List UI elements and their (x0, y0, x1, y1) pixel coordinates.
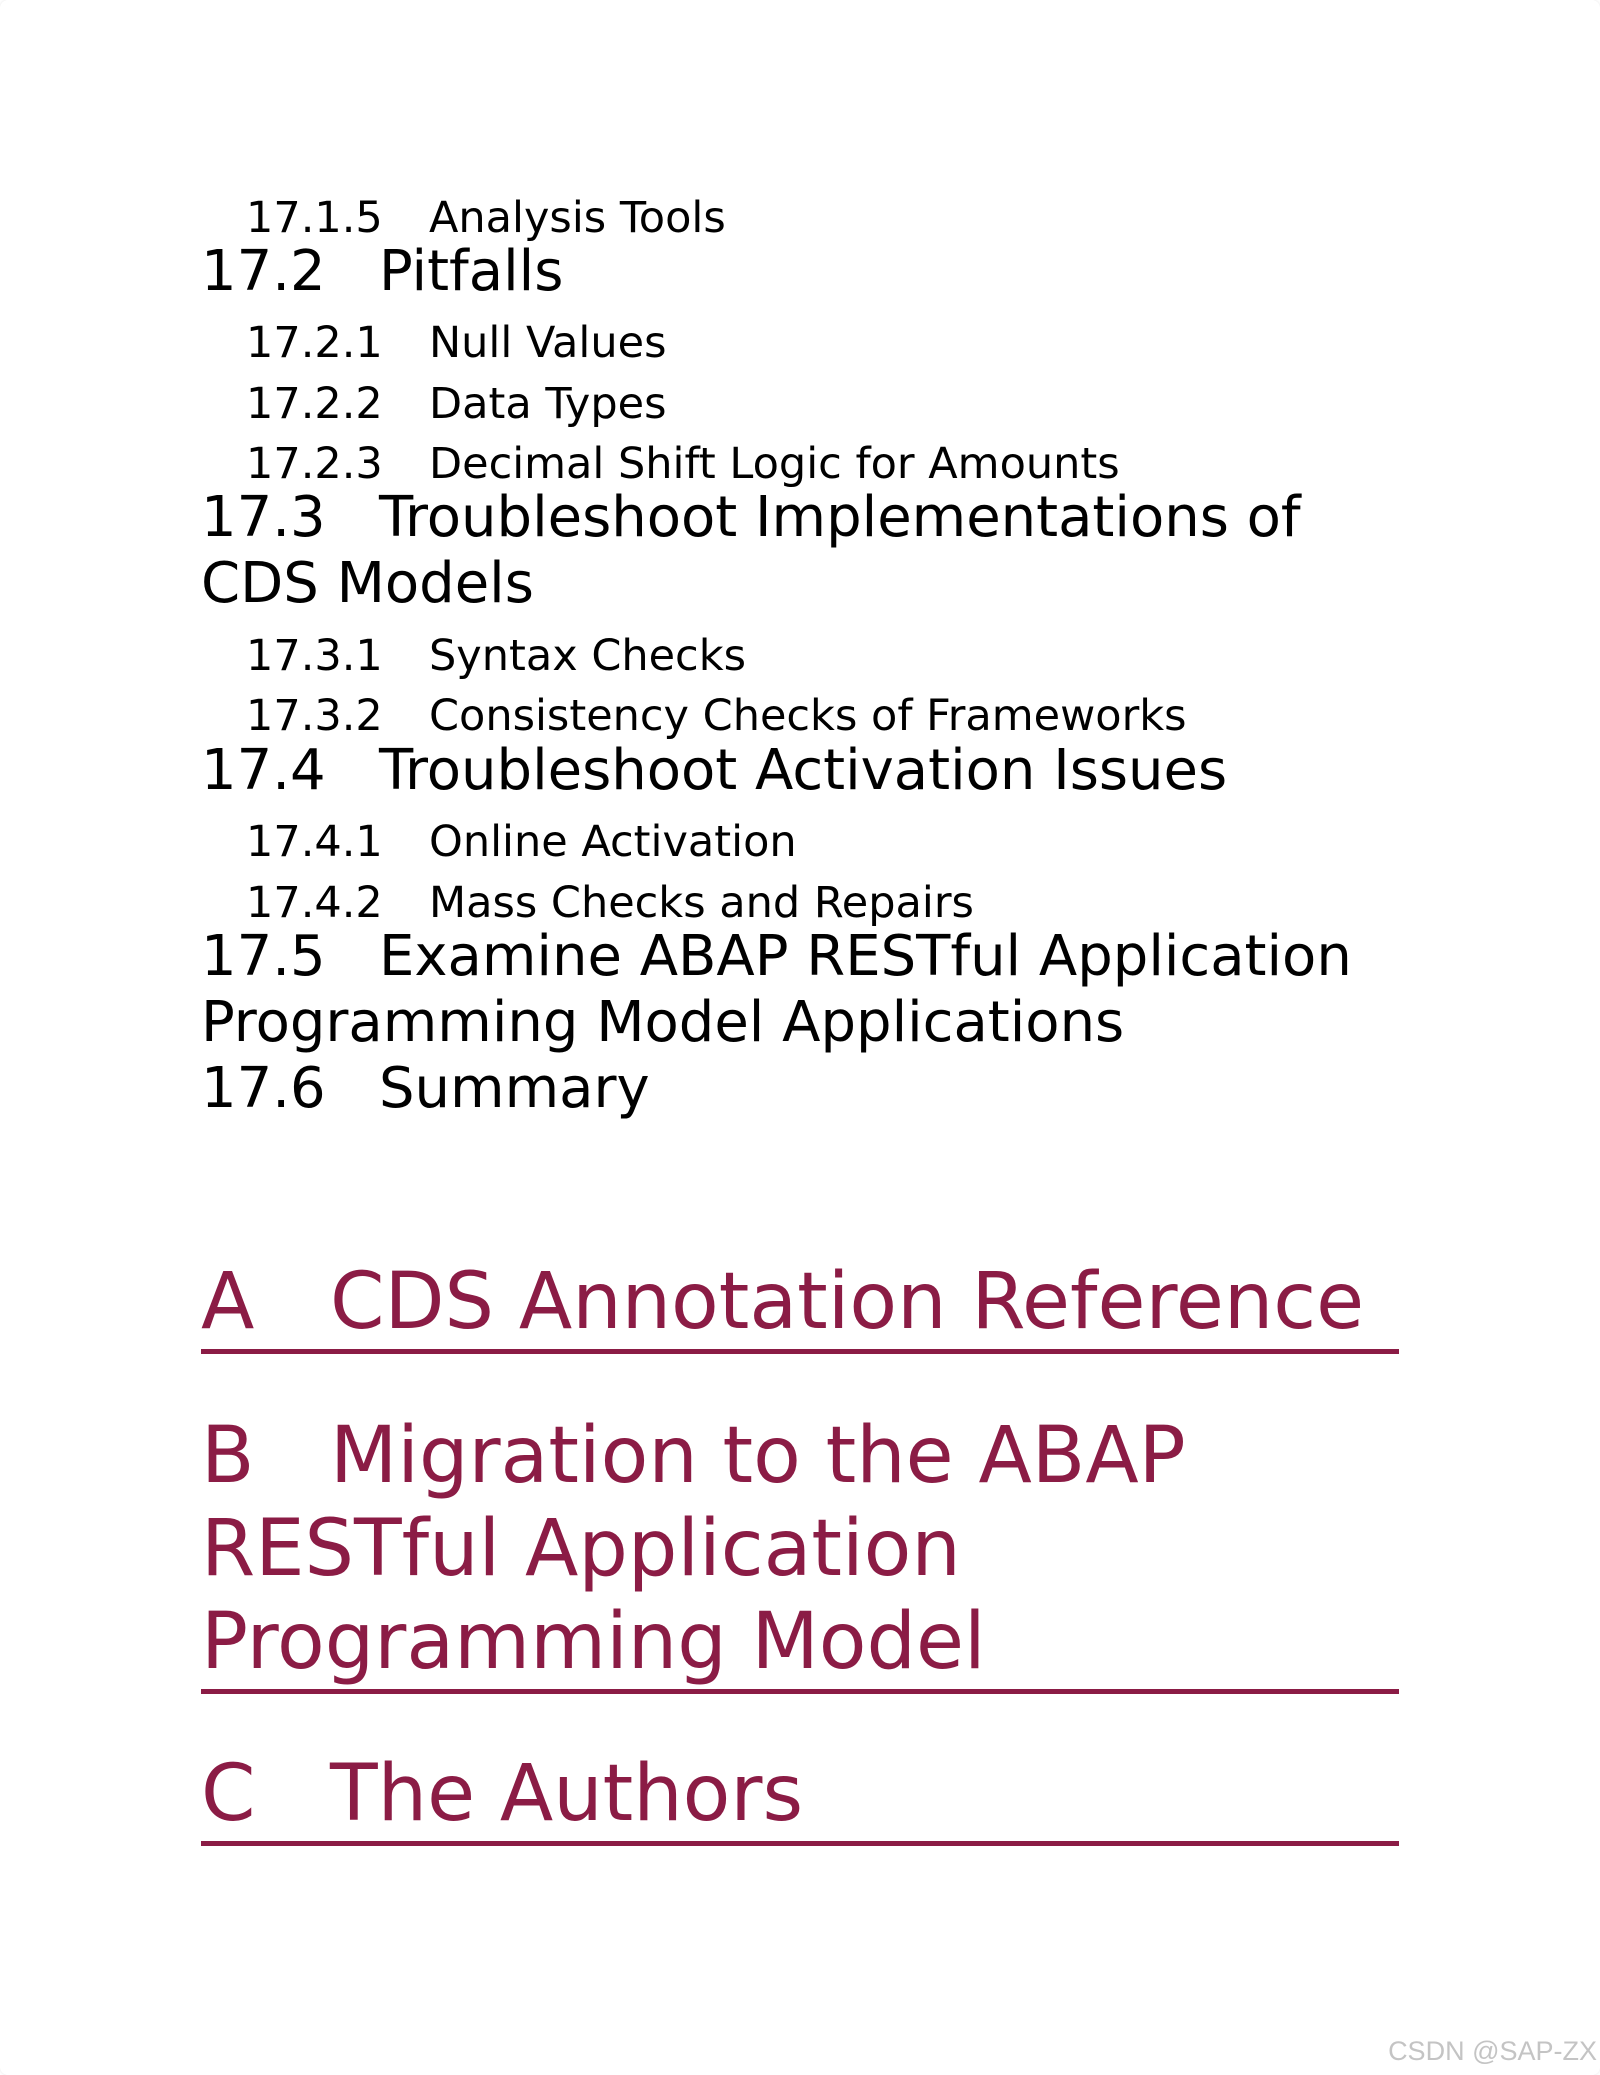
toc-entry-title: Consistency Checks of Frameworks (429, 691, 1187, 741)
appendix-title-line: RESTful Application (201, 1504, 961, 1594)
appendix-c-heading[interactable] (201, 1748, 1399, 1846)
toc-entry-number: 17.4.1 (246, 817, 383, 867)
toc-entry-title: Decimal Shift Logic for Amounts (429, 439, 1120, 489)
appendix-title-line: Programming Model (201, 1597, 986, 1687)
toc-entry-17-2-2[interactable] (246, 374, 667, 434)
toc-entry-number: 17.5 (201, 924, 326, 989)
toc-entry-number: 17.4.2 (246, 878, 383, 928)
toc-entry-title: Examine ABAP RESTful Application (379, 924, 1352, 989)
toc-entry-17-2[interactable] (201, 239, 563, 305)
toc-entry-number: 17.4 (201, 738, 326, 803)
appendix-a-heading[interactable] (201, 1256, 1399, 1354)
toc-entry-title: Troubleshoot Activation Issues (379, 738, 1228, 803)
toc-entry-title-continuation: CDS Models (201, 551, 534, 616)
toc-entry-17-3[interactable] (201, 485, 1301, 551)
appendix-title: CDS Annotation Reference (330, 1257, 1365, 1347)
toc-entry-17-2-1[interactable] (246, 313, 666, 373)
toc-entry-number: 17.2.3 (246, 439, 383, 489)
toc-entry-title: Mass Checks and Repairs (429, 878, 974, 928)
appendix-title: The Authors (330, 1749, 804, 1839)
toc-entry-title: Syntax Checks (429, 631, 746, 681)
toc-entry-title: Troubleshoot Implementations of (379, 485, 1301, 550)
toc-entry-title: Online Activation (429, 817, 797, 867)
appendix-letter: C (201, 1749, 256, 1839)
toc-entry-title: Summary (379, 1056, 650, 1121)
toc-entry-number: 17.3.1 (246, 631, 383, 681)
toc-entry-17-6[interactable] (201, 1056, 650, 1122)
toc-entry-title: Data Types (429, 379, 667, 429)
toc-entry-number: 17.2 (201, 239, 326, 304)
appendix-title: Migration to the ABAP (330, 1411, 1186, 1501)
appendix-letter: A (201, 1257, 255, 1347)
toc-entry-17-4[interactable] (201, 738, 1227, 804)
appendix-b-heading[interactable] (201, 1410, 1399, 1694)
toc-entry-number: 17.3 (201, 485, 326, 550)
toc-entry-17-4-1[interactable] (246, 812, 797, 872)
toc-entry-17-5[interactable] (201, 924, 1352, 990)
toc-entry-title: Analysis Tools (429, 193, 726, 243)
toc-entry-title-continuation: Programming Model Applications (201, 990, 1125, 1055)
toc-entry-number: 17.2.2 (246, 379, 383, 429)
toc-entry-title: Pitfalls (379, 239, 564, 304)
toc-entry-17-3-2[interactable] (246, 686, 1187, 746)
toc-entry-number: 17.2.1 (246, 318, 383, 368)
toc-entry-17-3-1[interactable] (246, 626, 746, 686)
appendix-letter: B (201, 1411, 255, 1501)
toc-entry-number: 17.1.5 (246, 193, 383, 243)
watermark: CSDN @SAP-ZX (1388, 2036, 1597, 2066)
toc-entry-number: 17.6 (201, 1056, 326, 1121)
toc-entry-title: Null Values (429, 318, 667, 368)
toc-entry-number: 17.3.2 (246, 691, 383, 741)
